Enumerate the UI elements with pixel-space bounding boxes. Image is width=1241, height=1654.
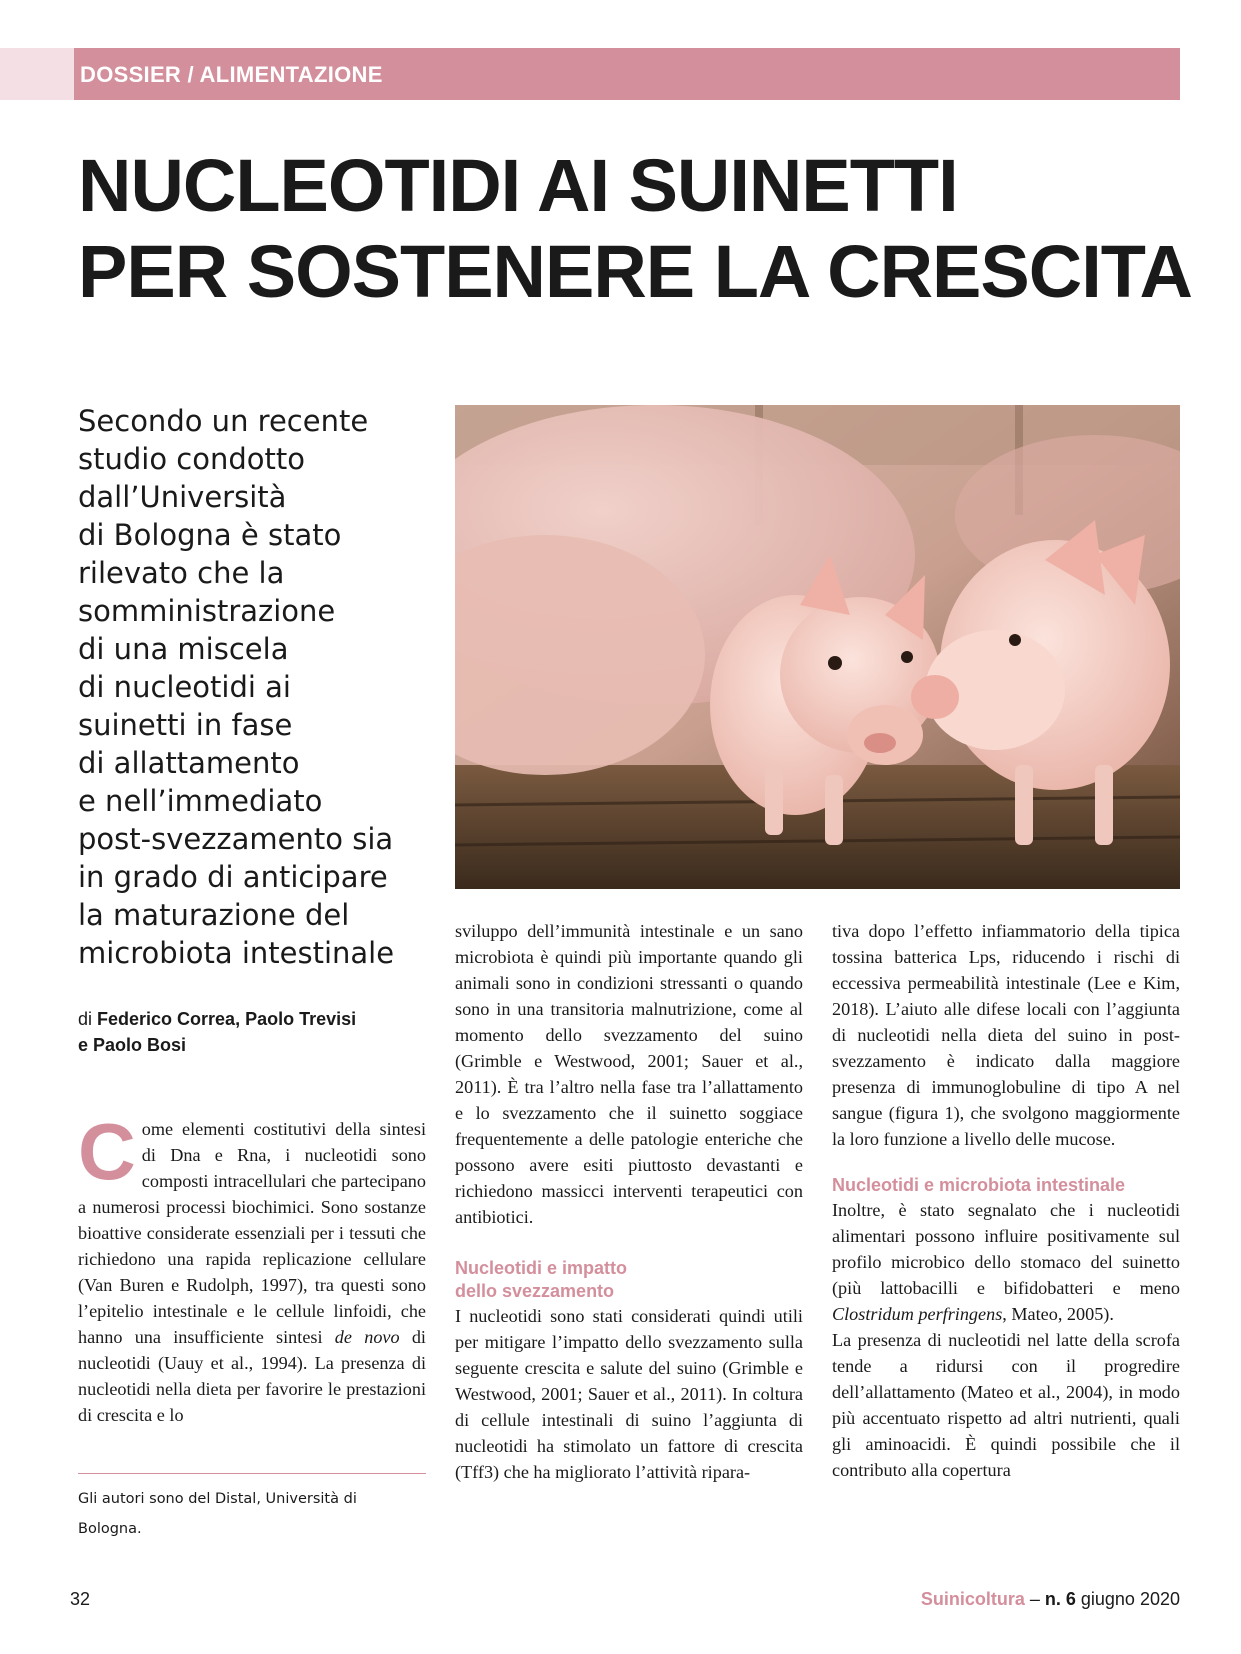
- lead-paragraph: [78, 402, 438, 972]
- body-paragraph: [78, 1107, 426, 1428]
- page-number: 32: [70, 1589, 91, 1609]
- body-text: di nucleotidi (Uauy et al., 1994). La presenza di nucleotidi nella dieta per favorire le prestazioni di crescita e lo: [78, 1327, 426, 1425]
- lead-line: somministrazione: [78, 594, 336, 628]
- body-text: ome elementi costitutivi della sintesi di Dna e Rna, i nucleotidi sono composti intracellulari che partecipano a numerosi processi biochimici. Sono sostanze bioattive considerate essenziali per i tessuti che richiedono una rapida replicazione cellulare (Van Buren e Rudolph, 1997), tra questi sono l’epitelio intestinale e le cellule linfoidi, che hanno una insufficiente sintesi: [78, 1119, 426, 1347]
- title-line-1: NUCLEOTIDI AI SUINETTI: [78, 144, 958, 227]
- column-2: [455, 918, 803, 1485]
- lead-line: rilevato che la: [78, 556, 285, 590]
- lead-line: la maturazione del: [78, 898, 350, 932]
- body-text: Inoltre, è stato segnalato che i nucleotidi alimentari possono influire positivamente sul profilo microbico dello stomaco del suinetto (più lattobacilli e bifidobatteri e meno: [832, 1200, 1180, 1298]
- lead-line: Secondo un recente: [78, 404, 369, 438]
- issue-date: giugno 2020: [1075, 1589, 1180, 1609]
- article-title: [78, 143, 1192, 315]
- lead-line: dall’Università: [78, 480, 287, 514]
- lead-line: studio condotto: [78, 442, 305, 476]
- magazine-name: Suinicoltura: [920, 1589, 1025, 1609]
- lead-line: microbiota intestinale: [78, 936, 395, 970]
- section-band-left: [0, 48, 74, 100]
- subheading: Nucleotidi e microbiota intestinale: [832, 1175, 1126, 1195]
- column-1: [78, 1107, 426, 1428]
- lead-line: post-svezzamento sia: [78, 822, 394, 856]
- lead-line: di nucleotidi ai: [78, 670, 291, 704]
- body-paragraph: I nucleotidi sono stati considerati quindi utili per mitigare l’impatto dello svezzamento sulla seguente crescita e salute del suino (Grimble e Westwood, 2001; Sauer et al., 2011). In coltura di cellule intestinali di suino l’aggiunta di nucleotidi ha stimolato un fattore di crescita (Tff3) che ha migliorato l’attività ripara-: [455, 1306, 803, 1482]
- title-line-2: PER SOSTENERE LA CRESCITA: [78, 230, 1192, 313]
- issue-number: 6: [1065, 1589, 1076, 1609]
- author-name: Paolo Trevisi: [245, 1009, 357, 1029]
- lead-line: di una miscela: [78, 632, 289, 666]
- body-text: , Mateo, 2005).: [1002, 1304, 1114, 1324]
- body-paragraph: sviluppo dell’immunità intestinale e un sano microbiota è quindi più importante quando gli animali sono in condizioni stressanti o quando sono in una transitoria malnutrizione, come al momento dello svezzamento del suino (Grimble e Westwood, 2001; Sauer et al., 2011). È tra l’altro nella fase tra l’allattamento e lo svezzamento che il suinetto soggiace frequentemente a delle patologie enteriche che possono avere esiti piuttosto devastanti e richiedono massicci interventi terapeutici con antibiotici.: [455, 921, 803, 1227]
- section-label: DOSSIER / ALIMENTAZIONE: [80, 62, 383, 87]
- subheading-line: Nucleotidi e impatto: [455, 1258, 628, 1278]
- footnote-line: Gli autori sono del Distal, Università di: [78, 1491, 357, 1507]
- author-footnote: [78, 1484, 426, 1544]
- body-paragraph: La presenza di nucleotidi nel latte della scrofa tende a ridursi con il progredire dell’allattamento (Mateo et al., 2004), in modo più accentuato rispetto ad altri nutrienti, quali gli aminoacidi. È quindi possibile che il contributo alla copertura: [832, 1330, 1180, 1480]
- body-paragraph: [832, 1197, 1180, 1327]
- issue-prefix: n.: [1044, 1589, 1066, 1609]
- body-text-italic: de novo: [334, 1327, 400, 1347]
- subheading: [455, 1257, 803, 1303]
- lead-line: di allattamento: [78, 746, 300, 780]
- byline: [78, 1006, 438, 1058]
- author-name: Federico Correa: [97, 1009, 236, 1029]
- footnote-line: Bologna.: [78, 1521, 142, 1537]
- column-3: [832, 918, 1180, 1483]
- body-text-italic: Clostridum perfringens: [832, 1304, 1003, 1324]
- lead-line: suinetti in fase: [78, 708, 293, 742]
- lead-line: e nell’immediato: [78, 784, 323, 818]
- magazine-footer: [921, 1589, 1180, 1610]
- lead-line: di Bologna è stato: [78, 518, 342, 552]
- piglets-photo: [455, 405, 1180, 889]
- byline-prefix: e: [78, 1035, 94, 1055]
- piglets-photo-illustration: [455, 405, 1180, 889]
- byline-separator: ,: [235, 1009, 246, 1029]
- byline-prefix: di: [78, 1009, 98, 1029]
- subheading-line: dello svezzamento: [455, 1281, 615, 1301]
- author-name: Paolo Bosi: [93, 1035, 187, 1055]
- drop-cap: C: [78, 1107, 136, 1196]
- footnote-rule: [78, 1473, 426, 1474]
- footer-dash: –: [1024, 1589, 1045, 1609]
- body-paragraph: tiva dopo l’effetto infiammatorio della tipica tossina batterica Lps, riducendo i rischi di eccessiva permeabilità intestinale (Lee e Kim, 2018). L’aiuto alle difese locali con l’aggiunta di nucleotidi nella dieta del suino in post-svezzamento è indicato dalla maggiore presenza di immunoglobuline di tipo A nel sangue (figura 1), che svolgono maggiormente la loro funzione a livello delle mucose.: [832, 921, 1180, 1149]
- lead-line: in grado di anticipare: [78, 860, 388, 894]
